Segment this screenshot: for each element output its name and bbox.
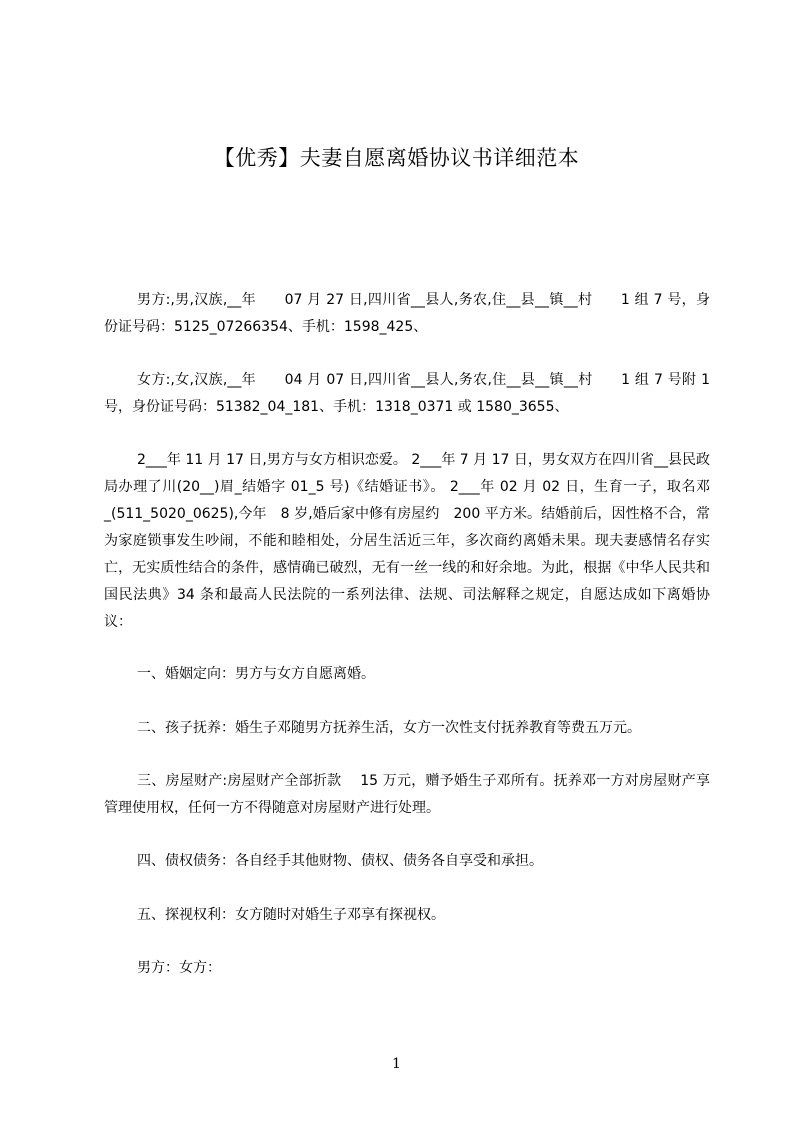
female-party-paragraph: 女方:,女,汉族,__年 04 月 07 日,四川省__县人,务农,住__县__镇__村 1 组 7 号附 1 号，身份证号码：51382_04_181、手机：1318_0371 或 1580_3655、 <box>104 372 710 415</box>
page-number: 1 <box>392 1056 401 1072</box>
signature-line: 男方：女方： <box>137 960 221 976</box>
clause-visitation: 五、探视权利：女方随时对婚生子邓享有探视权。 <box>137 907 445 923</box>
document-title: 【优秀】夫妻自愿离婚协议书详细范本 <box>213 146 580 170</box>
marriage-history-paragraph: 2___年 11 月 17 日,男方与女方相识恋爱。 2___年 7 月 17 日，男女双方在四川省__县民政局办理了川(20__)眉_结婚字 01_5 号)《结婚证书》。 2___年 02 月 02 日，生育一子，取名邓_(511_5020_0625),今年 8 岁,婚后家中修有房屋约 200 平方米。结婚前后，因性格不合，常为家庭锁事发生吵闹，不能和睦相处，分居生活近三年，多次商约离婚未果。现夫妻感情名存实亡，无实质性结合的条件，感情确已破烈，无有一丝一线的和好余地。为此，根据《中华人民共和国民法典》34 条和最高人民法院的一系列法律、法规、司法解释之规定，自愿达成如下离婚协议： <box>104 452 710 630</box>
clause-debts: 四、债权债务：各自经手其他财物、债权、债务各自享受和承担。 <box>137 853 543 869</box>
clause-child-custody: 二、孩子抚养：婚生子邓随男方抚养生活，女方一次性支付抚养教育等费五万元。 <box>137 720 641 736</box>
clause-marriage-status: 一、婚姻定向：男方与女方自愿离婚。 <box>137 666 375 682</box>
clause-property: 三、房屋财产:房屋财产全部折款 15 万元，赠予婚生子邓所有。抚养邓一方对房屋财产享管理使用权，任何一方不得随意对房屋财产进行处理。 <box>104 773 710 816</box>
male-party-paragraph: 男方:,男,汉族,__年 07 月 27 日,四川省__县人,务农,住__县__镇__村 1 组 7 号，身份证号码：5125_07266354、手机：1598_425、 <box>104 292 710 335</box>
